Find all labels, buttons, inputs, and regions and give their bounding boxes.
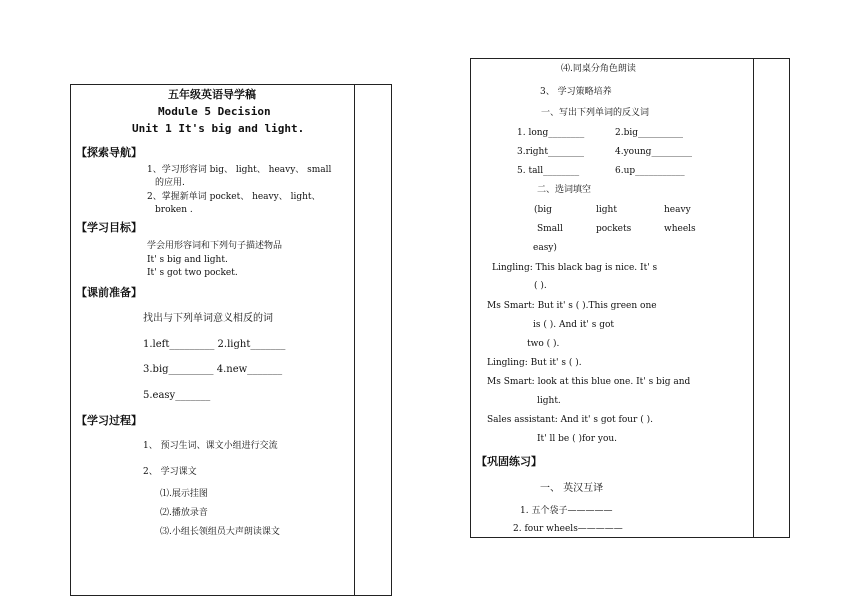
explore-item-2-cont: broken . — [155, 205, 193, 215]
doc-title: 五年级英语导学稿 — [168, 88, 256, 101]
goal-line-2: It' s big and light. — [147, 255, 228, 265]
step-3-strategy: 3、 学习策略培养 — [540, 87, 612, 97]
antonym-1: 1. long________ — [517, 128, 585, 138]
dialogue-line-4: Ms Smart: look at this blue one. It' s big and — [487, 377, 691, 387]
dialogue-line-5b: It' ll be ( )for you. — [537, 434, 618, 444]
left-page-margin-line — [354, 84, 355, 596]
section-explore-heading: 【探索导航】 — [76, 146, 142, 159]
word-big: (big — [534, 205, 552, 215]
process-item-2c: ⑶.小组长领组员大声朗读课文 — [160, 527, 280, 537]
section-process-heading: 【学习过程】 — [76, 414, 142, 427]
module-title: Module 5 Decision — [158, 105, 271, 118]
right-page-margin-line — [753, 58, 754, 538]
word-small: Small — [537, 224, 563, 234]
dialogue-line-2b: is ( ). And it' s got — [533, 320, 614, 330]
practice-item-1: 1. 五个袋子————— — [520, 506, 613, 516]
section-practice-heading: 【巩固练习】 — [476, 455, 542, 468]
antonym-5: 5. tall________ — [517, 166, 580, 176]
word-light: light — [596, 205, 617, 215]
practice-item-2: 2. four wheels————— — [513, 524, 623, 534]
explore-item-1: 1、学习形容词 big、 light、 heavy、 small — [147, 165, 332, 175]
antonym-2: 2.big__________ — [615, 128, 683, 138]
word-pockets: pockets — [596, 224, 632, 234]
unit-title: Unit 1 It's big and light. — [132, 122, 305, 135]
prep-line-2: 3.big_________ 4.new_______ — [143, 364, 283, 375]
antonym-instruction: 一、写出下列单词的反义词 — [541, 108, 650, 118]
prep-intro: 找出与下列单词意义相反的词 — [143, 313, 273, 324]
antonym-3: 3.right________ — [517, 147, 584, 157]
explore-item-2: 2、掌握新单词 pocket、 heavy、 light、 — [147, 192, 321, 202]
dialogue-line-3: Lingling: But it' s ( ). — [487, 358, 582, 368]
process-item-2b: ⑵.播放录音 — [160, 508, 208, 518]
practice-translate-heading: 一、 英汉互译 — [540, 483, 604, 494]
process-item-2: 2、 学习课文 — [143, 467, 197, 477]
word-easy: easy) — [533, 243, 557, 253]
dialogue-line-4b: light. — [537, 396, 561, 406]
explore-item-1-cont: 的应用. — [155, 178, 185, 188]
word-heavy: heavy — [664, 205, 691, 215]
section-goal-heading: 【学习目标】 — [76, 221, 142, 234]
goal-line-3: It' s got two pocket. — [147, 268, 238, 278]
dialogue-line-1: Lingling: This black bag is nice. It' s — [492, 263, 658, 273]
word-wheels: wheels — [664, 224, 696, 234]
prep-line-1: 1.left_________ 2.light_______ — [143, 339, 286, 350]
process-item-1: 1、 预习生词、课文小组进行交流 — [143, 441, 278, 451]
prep-line-3: 5.easy_______ — [143, 390, 211, 401]
process-item-2a: ⑴.展示挂图 — [160, 489, 208, 499]
fill-blank-instruction: 二、选词填空 — [537, 185, 592, 195]
dialogue-line-2c: two ( ). — [527, 339, 560, 349]
antonym-4: 4.young_________ — [615, 147, 692, 157]
dialogue-line-2: Ms Smart: But it' s ( ).This green one — [487, 301, 657, 311]
dialogue-line-1b: ( ). — [534, 281, 547, 291]
antonym-6: 6.up___________ — [615, 166, 685, 176]
section-prep-heading: 【课前准备】 — [76, 286, 142, 299]
goal-line-1: 学会用形容词和下列句子描述物品 — [147, 241, 283, 251]
dialogue-line-5: Sales assistant: And it' s got four ( ). — [487, 415, 653, 425]
step-4-roleplay: ⑷.同桌分角色朗读 — [561, 64, 636, 74]
